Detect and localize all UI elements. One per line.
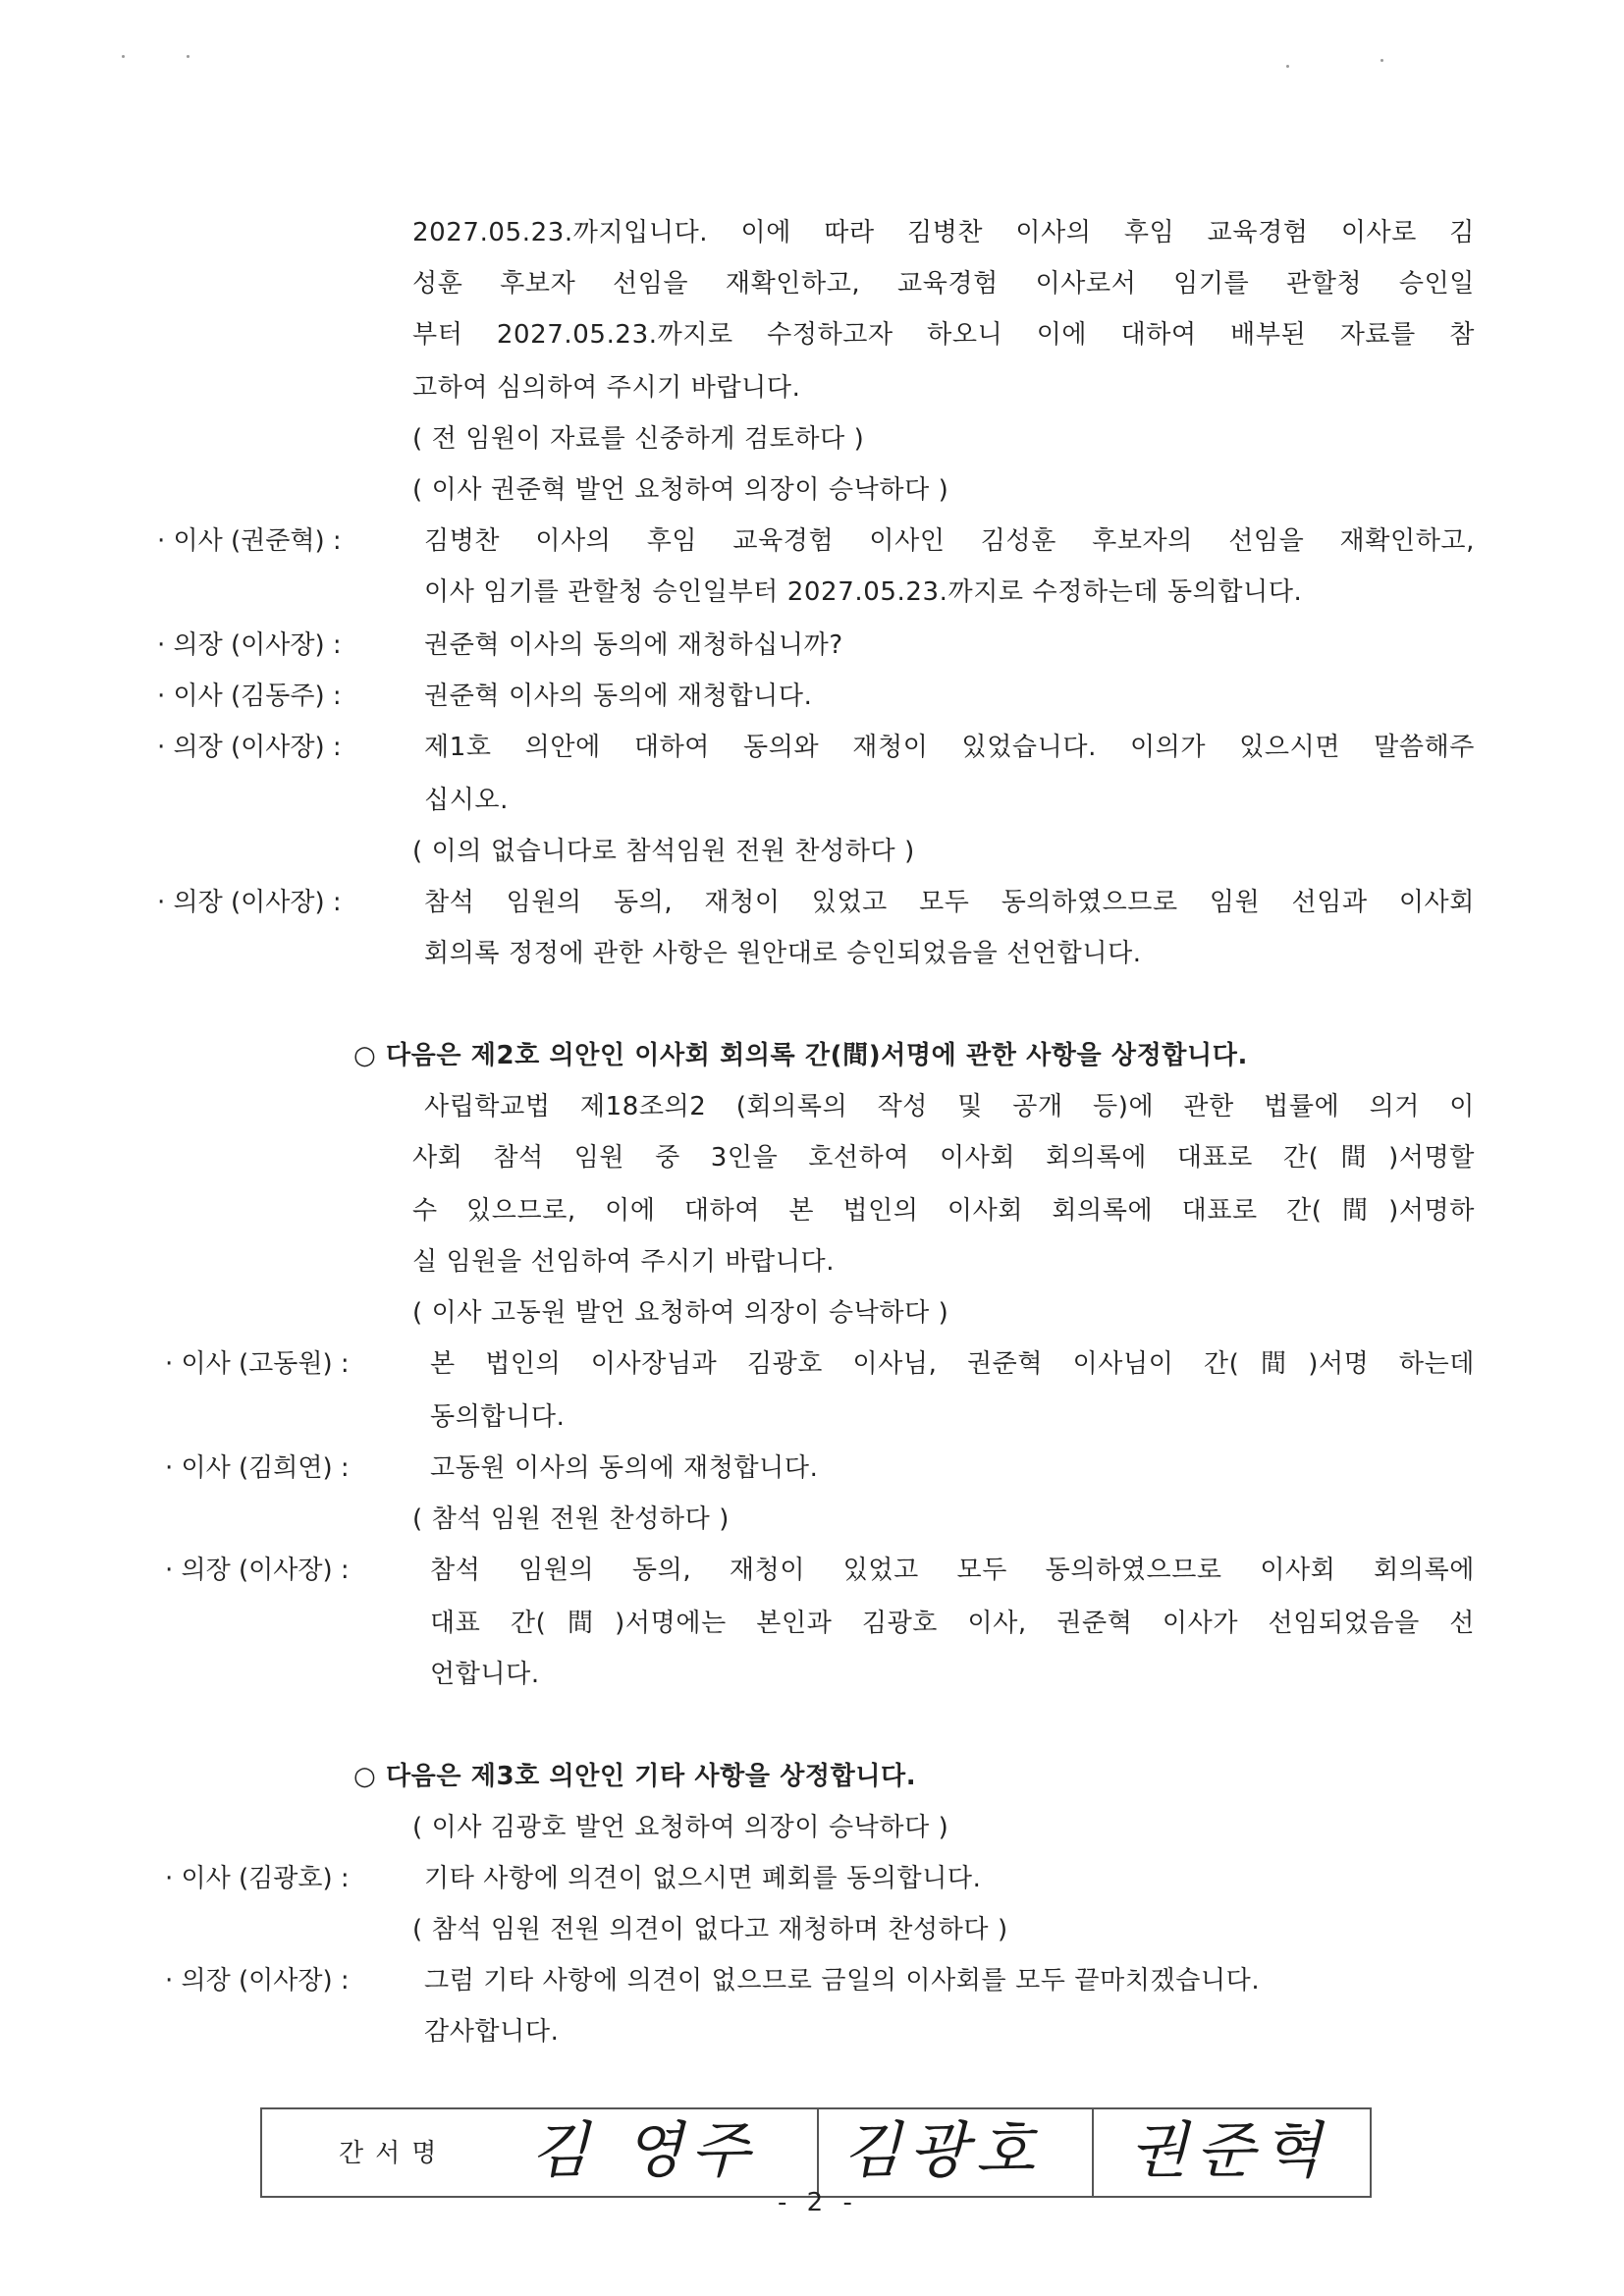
s8-line-3: 언합니다.: [430, 1660, 540, 1689]
s7-line-1: 고동원 이사의 동의에 재청합니다.: [430, 1453, 819, 1483]
signature-kwon-junhyuk: 권준혁: [1129, 2114, 1329, 2186]
s1-line-2: 이사 임기를 관할청 승인일부터 2027.05.23.까지로 수정하는데 동의합니다.: [424, 577, 1303, 607]
speaker-chair: · 의장 (이사장) :: [157, 630, 342, 660]
speaker-chair: · 의장 (이사장) :: [165, 1556, 350, 1585]
s3-line-1: 권준혁 이사의 동의에 재청합니다.: [424, 682, 813, 711]
s2-line-1: 권준혁 이사의 동의에 재청하십니까?: [424, 630, 843, 660]
s10-line-2: 감사합니다.: [424, 2017, 560, 2047]
s6-line-1: 본 법인의 이사장님과 김광호 이사님, 권준혁 이사님이 간(間)서명 하는데: [430, 1349, 1475, 1379]
para2-line-3: 수 있으므로, 이에 대하여 본 법인의 이사회 회의록에 대표로 간(間)서명하: [412, 1196, 1475, 1226]
page-number: - 2 -: [778, 2188, 858, 2217]
agenda-item-3-heading: ○ 다음은 제3호 의안인 기타 사항을 상정합니다.: [353, 1762, 917, 1791]
note-request-kim-kwangho: ( 이사 김광호 발언 요청하여 의장이 승낙하다 ): [412, 1813, 949, 1842]
s6-line-2: 동의합니다.: [430, 1402, 566, 1432]
s4-line-1: 제1호 의안에 대하여 동의와 재청이 있었습니다. 이의가 있으시면 말씀해주: [424, 733, 1475, 762]
agenda-item-2-heading: ○ 다음은 제2호 의안인 이사회 회의록 간(間)서명에 관한 사항을 상정합니다.: [353, 1041, 1248, 1070]
para1-line-2: 성훈 후보자 선임을 재확인하고, 교육경험 이사로서 임기를 관할청 승인일: [412, 269, 1475, 299]
s10-line-1: 그럼 기타 사항에 의견이 없으므로 금일의 이사회를 모두 끝마치겠습니다.: [424, 1966, 1261, 1995]
signature-divider: [1092, 2109, 1094, 2196]
speaker-director-kim-dongju: · 이사 (김동주) :: [157, 682, 342, 711]
speaker-director-go: · 이사 (고동원) :: [165, 1349, 350, 1379]
note-request-go: ( 이사 고동원 발언 요청하여 의장이 승낙하다 ): [412, 1298, 949, 1328]
s5-line-2: 회의록 정정에 관한 사항은 원안대로 승인되었음을 선언합니다.: [424, 939, 1142, 968]
signature-kim-kwangho: 김광호: [842, 2114, 1043, 2186]
note-request-kwon: ( 이사 권준혁 발언 요청하여 의장이 승낙하다 ): [412, 475, 949, 505]
scan-speck: [187, 55, 189, 58]
note-unanimous: ( 이의 없습니다로 참석임원 전원 찬성하다 ): [412, 837, 915, 866]
scan-speck: [122, 55, 125, 58]
s5-line-1: 참석 임원의 동의, 재청이 있었고 모두 동의하였으므로 임원 선임과 이사회: [424, 888, 1475, 917]
signature-divider: [817, 2109, 819, 2196]
para1-line-4: 고하여 심의하여 주시기 바랍니다.: [412, 373, 801, 403]
s9-line-1: 기타 사항에 의견이 없으시면 폐회를 동의합니다.: [424, 1864, 982, 1893]
speaker-chair: · 의장 (이사장) :: [165, 1966, 350, 1995]
signature-chairman: 김 영주: [530, 2114, 758, 2186]
s1-line-1: 김병찬 이사의 후임 교육경험 이사인 김성훈 후보자의 선임을 재확인하고,: [424, 526, 1475, 556]
para2-line-2: 사회 참석 임원 중 3인을 호선하여 이사회 회의록에 대표로 간(間)서명할: [412, 1143, 1475, 1173]
s8-line-1: 참석 임원의 동의, 재청이 있었고 모두 동의하였으므로 이사회 회의록에: [430, 1556, 1475, 1585]
speaker-director-kim-kwangho: · 이사 (김광호) :: [165, 1864, 350, 1893]
para1-line-1: 2027.05.23.까지입니다. 이에 따라 김병찬 이사의 후임 교육경험 이사로 김: [412, 218, 1475, 247]
para2-line-1: 사립학교법 제18조의2 (회의록의 작성 및 공개 등)에 관한 법률에 의거 이: [424, 1092, 1475, 1121]
s8-line-2: 대표 간(間)서명에는 본인과 김광호 이사, 권준혁 이사가 선임되었음을 선: [430, 1609, 1475, 1638]
s4-line-2: 십시오.: [424, 786, 510, 815]
speaker-director-kwon: · 이사 (권준혁) :: [157, 526, 342, 556]
note-review: ( 전 임원이 자료를 신중하게 검토하다 ): [412, 424, 865, 454]
para2-line-4: 실 임원을 선임하여 주시기 바랍니다.: [412, 1247, 836, 1277]
scan-speck: [1380, 59, 1383, 62]
signature-label: 간서명: [339, 2139, 449, 2168]
speaker-chair: · 의장 (이사장) :: [157, 733, 342, 762]
speaker-director-kim-heeyeon: · 이사 (김희연) :: [165, 1453, 350, 1483]
scan-speck: [1286, 65, 1289, 68]
note-no-opinion: ( 참석 임원 전원 의견이 없다고 재청하며 찬성하다 ): [412, 1915, 1008, 1944]
note-all-agree: ( 참석 임원 전원 찬성하다 ): [412, 1504, 730, 1534]
speaker-chair: · 의장 (이사장) :: [157, 888, 342, 917]
para1-line-3: 부터 2027.05.23.까지로 수정하고자 하오니 이에 대하여 배부된 자료를 참: [412, 320, 1475, 350]
